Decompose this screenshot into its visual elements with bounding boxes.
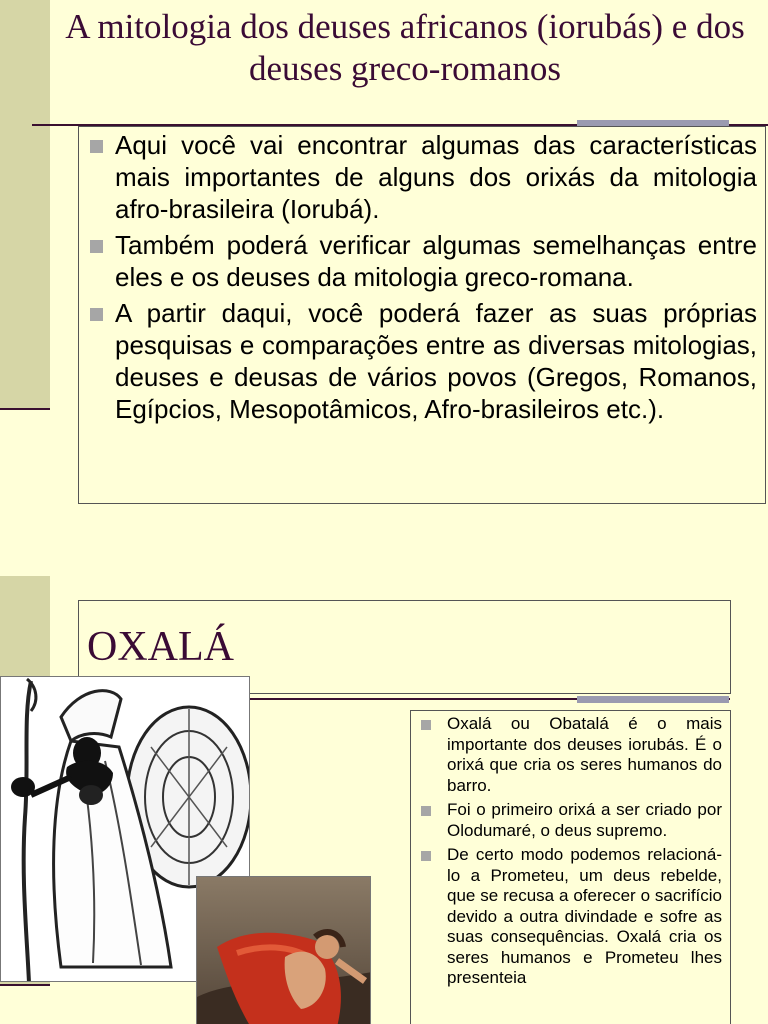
bullet-text: Oxalá ou Obatalá é o mais importante dos deuses iorubás. É o orixá que cria os seres humanos do barro. — [447, 714, 722, 795]
bullet-item — [417, 845, 722, 989]
square-bullet-icon — [421, 806, 431, 816]
square-bullet-icon — [421, 851, 431, 861]
slide-title: OXALÁ — [87, 624, 234, 670]
bullet-list — [87, 129, 757, 425]
bullet-item — [87, 229, 757, 293]
prometeu-painting-icon — [197, 877, 371, 1024]
bullet-item — [87, 129, 757, 225]
slide-2 — [0, 560, 768, 1024]
content-box — [410, 710, 731, 1024]
bullet-text: A partir daqui, você poderá fazer as suas próprias pesquisas e comparações entre as diversas mitologias, deuses e deusas de vários povos (Gregos, Romanos, Egípcios, Mesopotâmicos, Afro-brasileiros etc.). — [115, 298, 757, 424]
square-bullet-icon — [421, 720, 431, 730]
square-bullet-icon — [90, 308, 103, 321]
bullet-text: Foi o primeiro orixá a ser criado por Olodumaré, o deus supremo. — [447, 800, 722, 840]
bullet-item — [417, 714, 722, 796]
bullet-item — [87, 297, 757, 425]
accent-bar-underline — [0, 984, 50, 986]
prometeu-painting — [196, 876, 371, 1024]
bullet-text: Aqui você vai encontrar algumas das características mais importantes de alguns dos orixás da mitologia afro-brasileira (Iorubá). — [115, 130, 757, 224]
bullet-text: De certo modo podemos relacioná-lo a Prometeu, um deus rebelde, que se recusa a oferecer o sacrifício devido a outra divindade e sofre as suas consequências. Oxalá cria os seres humanos e Prometeu lhes presenteia — [447, 845, 722, 987]
accent-bar-underline — [0, 408, 50, 410]
left-accent-bar — [0, 0, 50, 408]
bullet-item — [417, 800, 722, 841]
slide-title: A mitologia dos deuses africanos (iorubás) e dos deuses greco-romanos — [65, 7, 745, 88]
title-divider-accent — [577, 696, 729, 703]
square-bullet-icon — [90, 240, 103, 253]
square-bullet-icon — [90, 140, 103, 153]
content-box — [78, 126, 766, 504]
bullet-text: Também poderá verificar algumas semelhanças entre eles e os deuses da mitologia greco-romana. — [115, 230, 757, 292]
bullet-list — [417, 714, 722, 989]
